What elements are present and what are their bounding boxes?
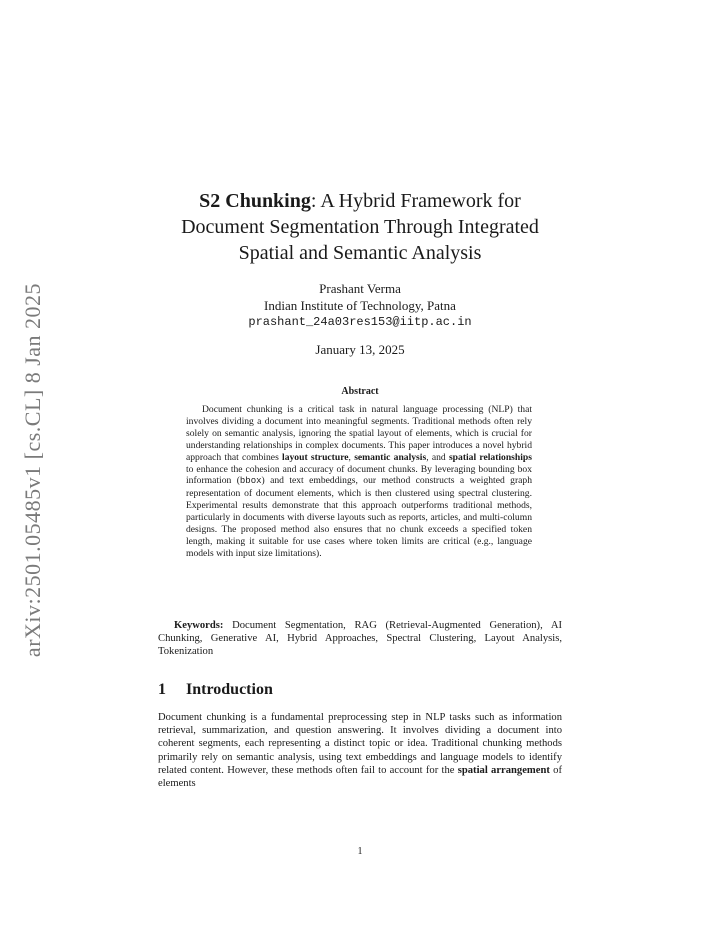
author-block (158, 280, 562, 331)
abstract-text-3: ) and text embeddings, our method constructs a weighted graph representation of document elements, which is then clustered using spectral clustering. Experimental results demonstrate that this approach outperforms traditional methods, particularly in documents with diverse layouts such as reports, articles, and multi-column designs. The proposed method also ensures that no chunk exceeds a specified token length, making it suitable for use cases where token limits are critical (e.g., language models with input size limitations). (186, 475, 532, 559)
abstract-heading: Abstract (341, 386, 379, 397)
section-number: 1 (158, 681, 166, 698)
title-bold-part: S2 Chunking (199, 190, 311, 212)
abstract-sep-1: , (348, 451, 355, 463)
title-rest: : A Hybrid Framework for Document Segmentation Through Integrated Spatial and Semantic Analysis (181, 190, 539, 264)
introduction-bold-term: spatial arrangement (457, 764, 550, 776)
abstract-body (186, 404, 532, 560)
author-name: Prashant Verma (319, 281, 401, 296)
introduction-text: Document chunking is a fundamental preprocessing step in NLP tasks such as information retrieval, summarization, and question answering. It involves dividing a document into coherent segments, each representing a distinct topic or idea. Traditional chunking methods primarily rely on semantic analysis, using text embeddings and language models to identify related content. However, these methods often fail to account for the (158, 712, 562, 776)
abstract-sep-2: , and (426, 451, 449, 463)
author-email: prashant_24a03res153@iitp.ac.in (248, 315, 472, 329)
keywords-paragraph (158, 619, 562, 659)
introduction-tail: of elements (158, 764, 562, 790)
abstract-paragraph (186, 404, 532, 560)
introduction-paragraph (158, 711, 562, 790)
abstract-term-layout: layout structure (282, 451, 349, 463)
abstract-term-spatial: spatial relationships (448, 451, 532, 463)
abstract-term-semantic: semantic analysis (354, 451, 427, 463)
keywords-text: Document Segmentation, RAG (Retrieval-Augmented Generation), AI Chunking, Generative AI, Hybrid Approaches, Spectral Clustering, Layout Analysis, Tokenization (158, 620, 562, 658)
paper-title (158, 188, 562, 266)
page-number: 1 (357, 846, 363, 857)
abstract-code-bbox: bbox (239, 476, 262, 487)
author-affiliation: Indian Institute of Technology, Patna (264, 298, 456, 313)
abstract-text-2: to enhance the cohesion and accuracy of document chunks. By leveraging bounding box information ( (186, 463, 532, 487)
keywords-block (158, 619, 562, 659)
abstract-text-1: Document chunking is a critical task in natural language processing (NLP) that involves dividing a document into meaningful segments. Traditional methods often rely solely on semantic analysis, ignoring the spatial layout of elements, which is crucial for understanding relationships in complex documents. This paper introduces a novel hybrid approach that combines (186, 404, 532, 463)
section-heading-introduction (158, 681, 273, 699)
arxiv-identifier-stamp: arXiv:2501.05485v1 [cs.CL] 8 Jan 2025 (20, 282, 45, 658)
introduction-body (158, 711, 562, 790)
paper-date: January 13, 2025 (315, 342, 405, 357)
keywords-label: Keywords: (174, 620, 224, 631)
section-title: Introduction (186, 681, 273, 698)
